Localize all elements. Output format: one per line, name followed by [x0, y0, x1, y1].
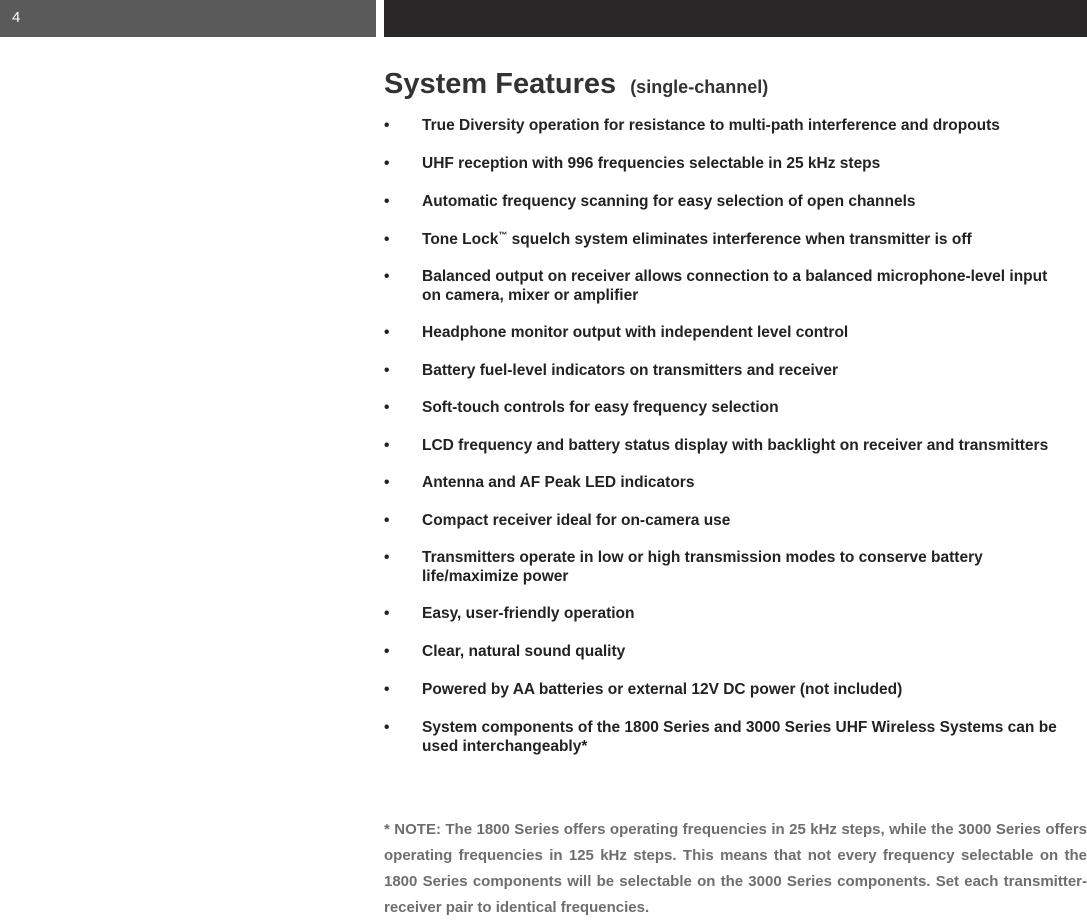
feature-item [384, 323, 1064, 342]
feature-text: Powered by AA batteries or external 12V DC power (not included) [422, 681, 903, 698]
bullet-icon: • [384, 719, 390, 736]
feature-text: True Diversity operation for resistance to multi-path interference and dropouts [422, 117, 1000, 134]
feature-text: Headphone monitor output with independent level control [422, 324, 849, 341]
bullet-icon: • [384, 643, 390, 660]
feature-text: Antenna and AF Peak LED indicators [422, 474, 695, 491]
bullet-icon: • [384, 324, 390, 341]
feature-item [384, 192, 1064, 211]
feature-text: squelch system eliminates interference when transmitter is off [511, 231, 972, 248]
feature-text: Automatic frequency scanning for easy selection of open channels [422, 193, 916, 210]
feature-item [384, 436, 1064, 455]
bullet-icon: • [384, 268, 390, 285]
feature-text: Battery fuel-level indicators on transmitters and receiver [422, 362, 839, 379]
bullet-icon: • [384, 474, 390, 491]
feature-text: Easy, user-friendly operation [422, 605, 635, 622]
trademark-symbol: ™ [498, 229, 508, 240]
bullet-icon: • [384, 117, 390, 134]
feature-text: UHF reception with 996 frequencies selectable in 25 kHz steps [422, 155, 881, 172]
feature-item [384, 718, 1064, 756]
feature-text: Balanced output on receiver allows connection to a balanced microphone-level input on camera, mixer or amplifier [422, 268, 1048, 304]
title-main: System Features [384, 68, 617, 100]
feature-item [384, 398, 1064, 417]
page-number: 4 [12, 9, 21, 26]
feature-item [384, 267, 1064, 305]
feature-item [384, 642, 1064, 661]
feature-item [384, 548, 1064, 586]
bullet-icon: • [384, 193, 390, 210]
bullet-icon: • [384, 681, 390, 698]
page-title [384, 68, 768, 101]
bullet-icon: • [384, 155, 390, 172]
bullet-icon: • [384, 605, 390, 622]
bullet-icon: • [384, 549, 390, 566]
bullet-icon: • [384, 362, 390, 379]
feature-item [384, 361, 1064, 380]
bullet-icon: • [384, 231, 390, 248]
feature-text: Compact receiver ideal for on-camera use [422, 512, 731, 529]
footnote: * NOTE: The 1800 Series offers operating frequencies in 25 kHz steps, while the 3000 Series offers operating frequencies in 125 kHz steps. This means that not every frequency selectable on the 1800 Series components will be selectable on the 3000 Series components. Set each transmitter-receiver pair to identical frequencies. [384, 821, 1087, 916]
feature-item [384, 116, 1064, 135]
feature-text: Clear, natural sound quality [422, 643, 626, 660]
feature-item [384, 154, 1064, 173]
feature-item [384, 604, 1064, 623]
feature-item [384, 511, 1064, 530]
header-bar-left [0, 0, 376, 37]
tone-lock-name: Tone Lock [422, 231, 499, 248]
bullet-icon: • [384, 512, 390, 529]
title-subtitle: (single-channel) [630, 77, 769, 97]
features-list [384, 116, 1064, 756]
feature-text: System components of the 1800 Series and 3000 Series UHF Wireless Systems can be used interchangeably* [422, 719, 1057, 755]
feature-text: Transmitters operate in low or high transmission modes to conserve battery life/maximize power [422, 549, 983, 585]
feature-item [384, 473, 1064, 492]
feature-text: Soft-touch controls for easy frequency selection [422, 399, 779, 416]
bullet-icon: • [384, 399, 390, 416]
header-bar-right [384, 0, 1087, 37]
feature-item [384, 680, 1064, 699]
bullet-icon: • [384, 437, 390, 454]
feature-item [384, 230, 1064, 249]
feature-text: LCD frequency and battery status display with backlight on receiver and transmitters [422, 437, 1049, 454]
